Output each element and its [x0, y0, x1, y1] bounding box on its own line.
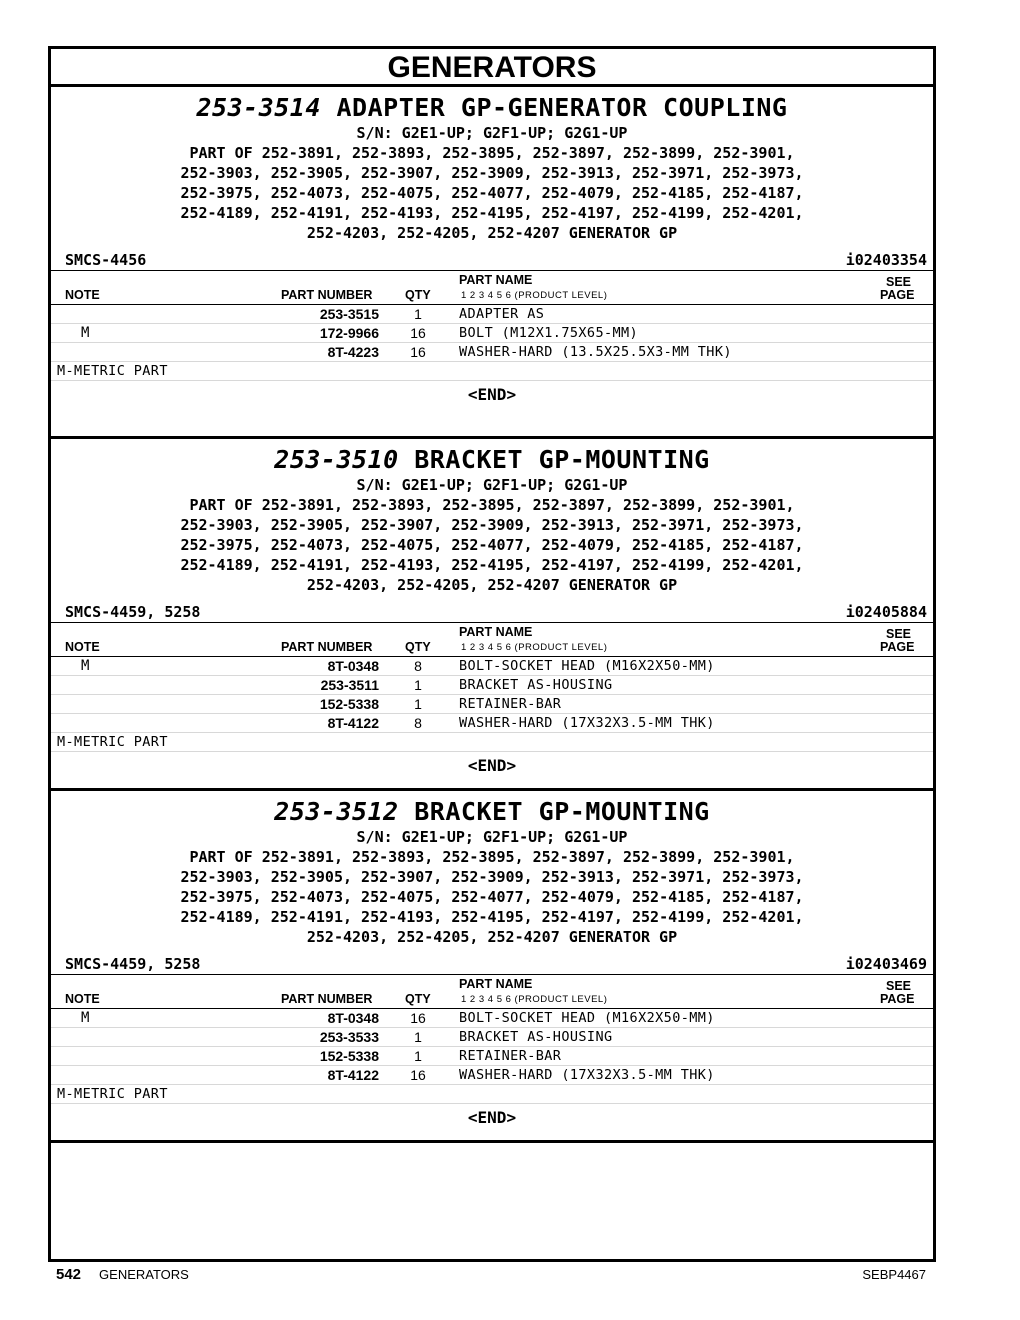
- row-part-name: BOLT-SOCKET HEAD (M16X2X50-MM): [459, 658, 715, 674]
- row-part-name: WASHER-HARD (13.5X25.5X3-MM THK): [459, 344, 732, 360]
- part-of-line: 252-3975, 252-4073, 252-4075, 252-4077, 252-4079, 252-4185, 252-4187,: [180, 536, 804, 554]
- group-part-title: ADAPTER GP-GENERATOR COUPLING: [336, 93, 788, 122]
- col-product-level: 1 2 3 4 5 6 (PRODUCT LEVEL): [461, 642, 608, 653]
- col-part-number: PART NUMBER: [281, 992, 373, 1006]
- col-qty: QTY: [405, 288, 431, 302]
- row-part-number: 8T-4122: [327, 1067, 379, 1083]
- row-part-number: 8T-0348: [327, 1010, 379, 1026]
- end-marker: <END>: [467, 385, 517, 404]
- row-part-number: 253-3515: [319, 306, 379, 322]
- group-title: [51, 445, 933, 475]
- table-row: [51, 714, 933, 733]
- parts-group-section: [51, 445, 933, 791]
- col-see: SEE: [886, 275, 912, 289]
- table-row: [51, 1028, 933, 1047]
- col-product-level: 1 2 3 4 5 6 (PRODUCT LEVEL): [461, 290, 608, 301]
- col-part-name: PART NAME: [459, 625, 533, 639]
- col-qty: QTY: [405, 992, 431, 1006]
- metric-footnote: M-METRIC PART: [51, 1085, 933, 1104]
- table-row: [51, 657, 933, 676]
- column-headers: [51, 974, 933, 1009]
- part-of-line: 252-3903, 252-3905, 252-3907, 252-3909, 252-3913, 252-3971, 252-3973,: [180, 516, 804, 534]
- col-see: SEE: [886, 627, 912, 641]
- column-headers: [51, 270, 933, 305]
- row-part-name: BOLT-SOCKET HEAD (M16X2X50-MM): [459, 1010, 715, 1026]
- footer-section: GENERATORS: [99, 1267, 189, 1282]
- col-part-number: PART NUMBER: [281, 640, 373, 654]
- part-of-line: 252-4203, 252-4205, 252-4207 GENERATOR GP: [306, 928, 678, 946]
- row-part-number: 8T-0348: [327, 658, 379, 674]
- col-page: PAGE: [880, 640, 915, 654]
- col-page: PAGE: [880, 288, 915, 302]
- col-page: PAGE: [880, 992, 915, 1006]
- row-part-number: 8T-4122: [327, 715, 379, 731]
- col-note: NOTE: [65, 992, 100, 1006]
- smcs-line: [51, 250, 933, 270]
- row-part-name: BOLT (M12X1.75X65-MM): [459, 325, 639, 341]
- page-frame: [48, 46, 936, 1262]
- document-number: SEBP4467: [862, 1267, 926, 1282]
- serial-numbers: S/N: G2E1-UP; G2F1-UP; G2G1-UP: [356, 476, 628, 494]
- row-qty: 16: [410, 344, 426, 360]
- part-of-line: 252-3975, 252-4073, 252-4075, 252-4077, 252-4079, 252-4185, 252-4187,: [180, 184, 804, 202]
- row-note: M: [81, 325, 90, 341]
- metric-footnote: M-METRIC PART: [51, 733, 933, 752]
- row-qty: 16: [410, 1067, 426, 1083]
- row-qty: 1: [414, 306, 422, 322]
- row-qty: 1: [414, 1029, 422, 1045]
- col-see: SEE: [886, 979, 912, 993]
- part-of-list: [51, 143, 933, 243]
- row-part-number: 152-5338: [319, 1048, 379, 1064]
- row-part-number: 152-5338: [319, 696, 379, 712]
- table-row: [51, 324, 933, 343]
- group-part-number: 253-3510: [274, 445, 399, 474]
- row-part-name: ADAPTER AS: [459, 306, 545, 322]
- part-of-line: 252-4189, 252-4191, 252-4193, 252-4195, 252-4197, 252-4199, 252-4201,: [180, 908, 804, 926]
- part-of-line: 252-4203, 252-4205, 252-4207 GENERATOR GP: [306, 576, 678, 594]
- row-qty: 16: [410, 1010, 426, 1026]
- row-part-number: 253-3511: [320, 677, 379, 693]
- row-qty: 8: [414, 715, 422, 731]
- part-of-line: PART OF 252-3891, 252-3893, 252-3895, 252-3897, 252-3899, 252-3901,: [189, 496, 795, 514]
- smcs-line: [51, 602, 933, 622]
- sections-container: [51, 93, 933, 1143]
- parts-group-section: [51, 797, 933, 1143]
- col-part-number: PART NUMBER: [281, 288, 373, 302]
- parts-table-body: [51, 1009, 933, 1085]
- part-of-line: PART OF 252-3891, 252-3893, 252-3895, 252-3897, 252-3899, 252-3901,: [189, 848, 795, 866]
- row-qty: 1: [414, 1048, 422, 1064]
- row-part-number: 253-3533: [319, 1029, 379, 1045]
- col-part-name: PART NAME: [459, 977, 533, 991]
- end-marker: <END>: [467, 1108, 517, 1127]
- parts-group-section: [51, 93, 933, 439]
- illustration-id: i02403469: [845, 955, 927, 973]
- illustration-id: i02403354: [845, 251, 927, 269]
- page-number: 542: [56, 1266, 82, 1283]
- row-qty: 1: [414, 696, 422, 712]
- page-title: GENERATORS: [51, 49, 933, 87]
- table-row: [51, 1009, 933, 1028]
- table-row: [51, 343, 933, 362]
- table-row: [51, 1047, 933, 1066]
- col-note: NOTE: [65, 288, 100, 302]
- group-title: [51, 93, 933, 123]
- group-title: [51, 797, 933, 827]
- part-of-line: 252-4189, 252-4191, 252-4193, 252-4195, 252-4197, 252-4199, 252-4201,: [180, 204, 804, 222]
- col-product-level: 1 2 3 4 5 6 (PRODUCT LEVEL): [461, 994, 608, 1005]
- column-headers: [51, 622, 933, 657]
- row-part-name: RETAINER-BAR: [459, 1048, 562, 1064]
- row-part-number: 8T-4223: [327, 344, 379, 360]
- row-note: M: [81, 658, 90, 674]
- row-part-name: BRACKET AS-HOUSING: [459, 677, 613, 693]
- row-part-name: RETAINER-BAR: [459, 696, 562, 712]
- smcs-line: [51, 954, 933, 974]
- end-marker: <END>: [467, 756, 517, 775]
- parts-table-body: [51, 657, 933, 733]
- col-qty: QTY: [405, 640, 431, 654]
- row-qty: 8: [414, 658, 422, 674]
- part-of-list: [51, 495, 933, 595]
- serial-numbers: S/N: G2E1-UP; G2F1-UP; G2G1-UP: [356, 828, 628, 846]
- part-of-line: 252-4203, 252-4205, 252-4207 GENERATOR GP: [306, 224, 678, 242]
- part-of-list: [51, 847, 933, 947]
- row-part-name: WASHER-HARD (17X32X3.5-MM THK): [459, 1067, 715, 1083]
- page-footer: [56, 1265, 926, 1285]
- smcs-code: SMCS-4456: [65, 251, 147, 269]
- table-row: [51, 1066, 933, 1085]
- table-row: [51, 695, 933, 714]
- part-of-line: PART OF 252-3891, 252-3893, 252-3895, 252-3897, 252-3899, 252-3901,: [189, 144, 795, 162]
- parts-table-body: [51, 305, 933, 362]
- row-qty: 1: [414, 677, 422, 693]
- table-row: [51, 305, 933, 324]
- group-part-title: BRACKET GP-MOUNTING: [414, 445, 710, 474]
- col-part-name: PART NAME: [459, 273, 533, 287]
- col-note: NOTE: [65, 640, 100, 654]
- row-part-number: 172-9966: [319, 325, 379, 341]
- group-part-number: 253-3514: [196, 93, 321, 122]
- smcs-code: SMCS-4459, 5258: [65, 603, 201, 621]
- row-part-name: BRACKET AS-HOUSING: [459, 1029, 613, 1045]
- group-part-number: 253-3512: [274, 797, 399, 826]
- illustration-id: i02405884: [845, 603, 927, 621]
- row-qty: 16: [410, 325, 426, 341]
- serial-numbers: S/N: G2E1-UP; G2F1-UP; G2G1-UP: [356, 124, 628, 142]
- group-part-title: BRACKET GP-MOUNTING: [414, 797, 710, 826]
- part-of-line: 252-3903, 252-3905, 252-3907, 252-3909, 252-3913, 252-3971, 252-3973,: [180, 164, 804, 182]
- part-of-line: 252-3903, 252-3905, 252-3907, 252-3909, 252-3913, 252-3971, 252-3973,: [180, 868, 804, 886]
- metric-footnote: M-METRIC PART: [51, 362, 933, 381]
- part-of-line: 252-4189, 252-4191, 252-4193, 252-4195, 252-4197, 252-4199, 252-4201,: [180, 556, 804, 574]
- table-row: [51, 676, 933, 695]
- row-note: M: [81, 1010, 90, 1026]
- smcs-code: SMCS-4459, 5258: [65, 955, 201, 973]
- part-of-line: 252-3975, 252-4073, 252-4075, 252-4077, 252-4079, 252-4185, 252-4187,: [180, 888, 804, 906]
- row-part-name: WASHER-HARD (17X32X3.5-MM THK): [459, 715, 715, 731]
